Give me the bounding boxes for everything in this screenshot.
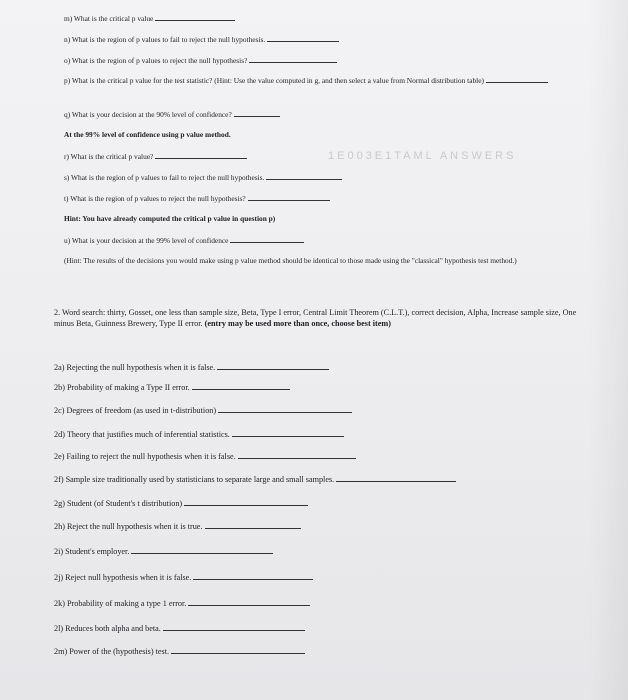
item-2k [54,598,310,609]
question-p-text: p) What is the critical p value for the test statistic? (Hint: Use the value computed in g, and then select a value from Normal distribution table) [64,76,484,85]
hint-critical-p: Hint: You have already computed the critical p value in question p) [64,214,276,223]
question-u-text: u) What is your decision at the 99% level of confidence [64,236,229,245]
item-2k-text: 2k) Probability of making a type 1 error. [54,599,187,608]
item-2g [54,498,308,509]
item-2b-text: 2b) Probability of making a Type II error. [54,383,190,392]
item-2i-text: 2i) Student's employer. [54,547,130,556]
answer-blank-2i[interactable] [131,553,273,554]
answer-blank-2e[interactable] [238,458,356,459]
item-2j-text: 2j) Reject null hypothesis when it is false. [54,573,192,582]
word-search-instruction: (entry may be used more than once, choose best item) [204,319,391,328]
question-m-text: m) What is the critical p value [64,14,154,23]
item-2l-text: 2l) Reduces both alpha and beta. [54,624,161,633]
question-r-text: r) What is the critical p value? [64,152,154,161]
question-m [64,14,235,24]
answer-blank-u[interactable] [230,242,304,243]
item-2c [54,405,352,416]
question-s-text: s) What is the region of p values to fail to reject the null hypothesis. [64,173,265,182]
question-r [64,152,247,162]
item-2f [54,474,456,485]
word-search-list: 2. Word search: thirty, Gosset, one less than sample size, Beta, Type I error, Central Limit Theorem (C.L.T.), correct decision, Alpha, Increase sample size, One minus Beta, Guinness Brewery, Type II error. [54,308,577,328]
answer-blank-2a[interactable] [217,369,329,370]
item-2h-text: 2h) Reject the null hypothesis when it is true. [54,522,203,531]
answer-blank-o[interactable] [249,62,337,63]
word-search-intro [54,307,594,329]
question-o-text: o) What is the region of p values to reject the null hypothesis? [64,56,248,65]
answer-blank-2h[interactable] [205,528,301,529]
question-q-text: q) What is your decision at the 90% level of confidence? [64,110,232,119]
item-2c-text: 2c) Degrees of freedom (as used in t-distribution) [54,406,217,415]
item-2j [54,572,313,583]
answer-blank-q[interactable] [234,116,280,117]
answer-blank-s[interactable] [266,179,342,180]
item-2d-text: 2d) Theory that justifies much of inferential statistics. [54,430,230,439]
answer-blank-2m[interactable] [171,653,305,654]
page-edge-shadow [588,0,628,700]
question-t [64,194,330,204]
item-2i [54,546,273,557]
item-2d [54,429,344,440]
item-2a [54,362,329,373]
question-n [64,35,339,45]
answer-blank-2g[interactable] [184,505,308,506]
item-2b [54,382,290,393]
item-2m-text: 2m) Power of the (hypothesis) test. [54,647,170,656]
question-p [64,76,574,86]
question-o [64,56,337,66]
answer-blank-t[interactable] [248,200,330,201]
item-2e [54,451,356,462]
answer-blank-2j[interactable] [193,579,313,580]
question-s [64,173,342,183]
item-2a-text: 2a) Rejecting the null hypothesis when it is false. [54,363,216,372]
watermark-text: 1E003E1TAML ANSWERS [328,150,517,162]
answer-blank-2f[interactable] [336,481,456,482]
answer-blank-2b[interactable] [192,389,290,390]
item-2f-text: 2f) Sample size traditionally used by statisticians to separate large and small samples. [54,475,335,484]
answer-blank-2k[interactable] [188,605,310,606]
item-2m [54,646,305,657]
answer-blank-p[interactable] [486,82,548,83]
heading-99-confidence: At the 99% level of confidence using p value method. [64,130,231,139]
answer-blank-r[interactable] [155,158,247,159]
item-2e-text: 2e) Failing to reject the null hypothesis when it is false. [54,452,236,461]
answer-blank-2c[interactable] [218,412,352,413]
question-t-text: t) What is the region of p values to reject the null hypothesis? [64,194,246,203]
answer-blank-2d[interactable] [232,436,344,437]
question-q [64,110,280,120]
answer-blank-m[interactable] [155,20,235,21]
answer-blank-2l[interactable] [163,630,305,631]
answer-blank-n[interactable] [267,41,339,42]
item-2l [54,623,305,634]
question-n-text: n) What is the region of p values to fail to reject the null hypothesis. [64,35,266,44]
item-2g-text: 2g) Student (of Student's t distribution) [54,499,183,508]
item-2h [54,521,301,532]
hint-classical-note: (Hint: The results of the decisions you would make using p value method should be identical to those made using the "classical" hypothesis test method.) [64,256,517,265]
question-u [64,236,304,246]
